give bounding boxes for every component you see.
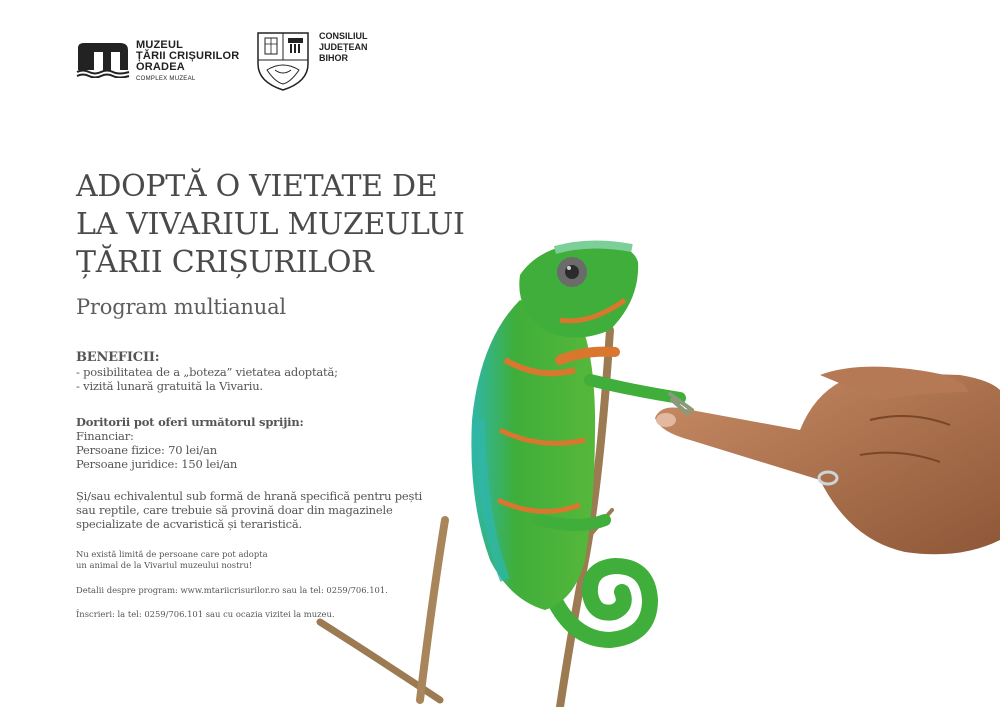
museum-logo-line2: ȚĂRII CRIȘURILOR xyxy=(136,50,240,62)
details-text: Detalii despre program: www.mtariicrisurilor.ro sau la tel: 0259/706.101. xyxy=(76,585,388,595)
enrollment-text: Înscrieri: la tel: 0259/706.101 sau cu ocazia vizitei la muzeu. xyxy=(76,609,335,619)
support-section xyxy=(76,415,304,471)
museum-logo-line1: MUZEUL xyxy=(136,39,184,51)
support-line: Financiar: xyxy=(76,429,134,443)
museum-logo-line3: ORADEA xyxy=(136,61,185,73)
support-heading: Doritorii pot oferi următorul sprijin: xyxy=(76,415,304,429)
title-line1: ADOPTĂ O VIETATE DE xyxy=(76,169,438,204)
museum-logo-line4: COMPLEX MUZEAL xyxy=(136,76,196,82)
limit-note xyxy=(76,549,268,571)
food-line: sau reptile, care trebuie să provină doar din magazinele xyxy=(76,503,393,517)
council-logo-line2: JUDEȚEAN xyxy=(319,42,368,52)
food-line: specializate de acvaristică și teraristică. xyxy=(76,517,302,531)
benefit-item: - vizită lunară gratuită la Vivariu. xyxy=(76,379,263,393)
food-line: Și/sau echivalentul sub formă de hrană specifică pentru pești xyxy=(76,489,423,503)
benefits-section xyxy=(76,351,338,393)
enrollment-note xyxy=(76,609,335,620)
hand-image xyxy=(655,367,1000,555)
limit-line: Nu există limită de persoane care pot adopta xyxy=(76,549,268,559)
museum-logo-text xyxy=(136,40,239,85)
benefits-heading: BENEFICII: xyxy=(76,350,160,365)
museum-logo-icon xyxy=(76,40,130,78)
page-subtitle: Program multianual xyxy=(76,295,286,319)
council-logo-line1: CONSILIUL xyxy=(319,31,368,41)
support-line: Persoane fizice: 70 lei/an xyxy=(76,443,217,457)
title-line2: LA VIVARIUL MUZEULUI xyxy=(76,207,465,242)
council-logo xyxy=(255,30,368,92)
benefit-item: - posibilitatea de a „boteza” vietatea adoptată; xyxy=(76,365,338,379)
council-logo-text xyxy=(319,31,368,64)
chameleon-hand-illustration xyxy=(300,230,1000,707)
limit-line: un animal de la Vivariul muzeului nostru! xyxy=(76,560,253,570)
county-crest-icon xyxy=(255,30,311,92)
title-line3: ȚĂRII CRIȘURILOR xyxy=(76,245,374,280)
council-logo-line3: BIHOR xyxy=(319,53,348,63)
support-line: Persoane juridice: 150 lei/an xyxy=(76,457,238,471)
museum-logo xyxy=(76,40,239,85)
